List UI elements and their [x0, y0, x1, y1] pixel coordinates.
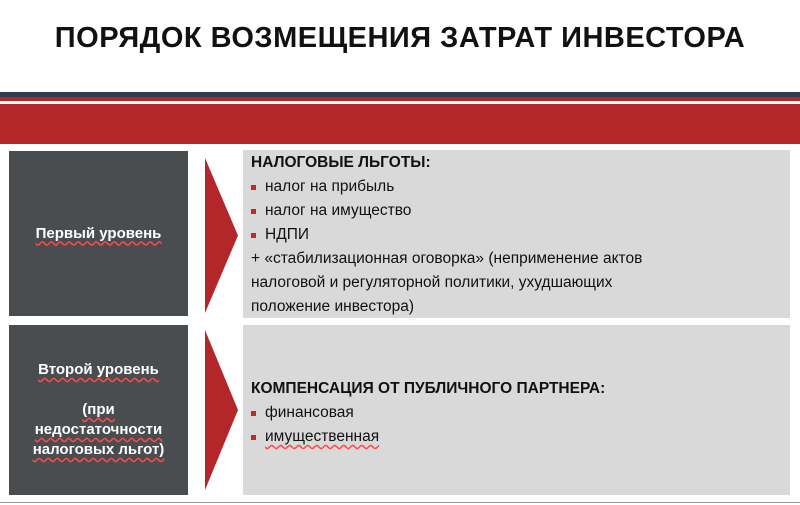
slide-title: ПОРЯДОК ВОЗМЕЩЕНИЯ ЗАТРАТ ИНВЕСТОРА [54, 22, 746, 54]
header-red-band [0, 104, 800, 144]
level1-note-line: положение инвестора) [251, 298, 415, 315]
level1-note-line: + «стабилизационная оговорка» (неприменение актов [251, 250, 643, 267]
bullet-icon [251, 233, 256, 238]
level2-paren-line: налоговых льгот) [32, 441, 165, 458]
bullet-icon [251, 411, 256, 416]
level1-label-box [9, 151, 188, 316]
bullet-icon [251, 185, 256, 190]
list-item-text: финансовая [265, 404, 354, 421]
list-item-text: имущественная [265, 428, 380, 445]
list-item [251, 425, 790, 449]
level1-note [251, 247, 790, 319]
level2-heading: КОМПЕНСАЦИЯ ОТ ПУБЛИЧНОГО ПАРТНЕРА: [251, 380, 606, 397]
bullet-icon [251, 435, 256, 440]
level1-note-line: налоговой и регуляторной политики, ухудшающих [251, 274, 613, 291]
list-item-text: НДПИ [265, 226, 309, 243]
level2-paren-line: (при [82, 401, 115, 418]
list-item-text: налог на имущество [265, 202, 412, 219]
level2-paren-line: недостаточности [34, 421, 163, 438]
level1-label: Первый уровень [35, 224, 162, 242]
list-item [251, 223, 790, 247]
level1-heading: НАЛОГОВЫЕ ЛЬГОТЫ: [251, 154, 431, 171]
bullet-icon [251, 209, 256, 214]
list-item [251, 199, 790, 223]
level2-label-box [9, 325, 188, 495]
level2-arrow-icon [205, 330, 238, 490]
level1-arrow-icon [205, 158, 238, 313]
bottom-divider [0, 502, 800, 503]
list-item-text: налог на прибыль [265, 178, 395, 195]
list-item [251, 401, 790, 425]
level2-label: Второй уровень [38, 361, 159, 378]
level2-paren-note [33, 400, 165, 460]
level2-content-box [243, 325, 790, 495]
list-item [251, 175, 790, 199]
level1-content-box [243, 150, 790, 318]
